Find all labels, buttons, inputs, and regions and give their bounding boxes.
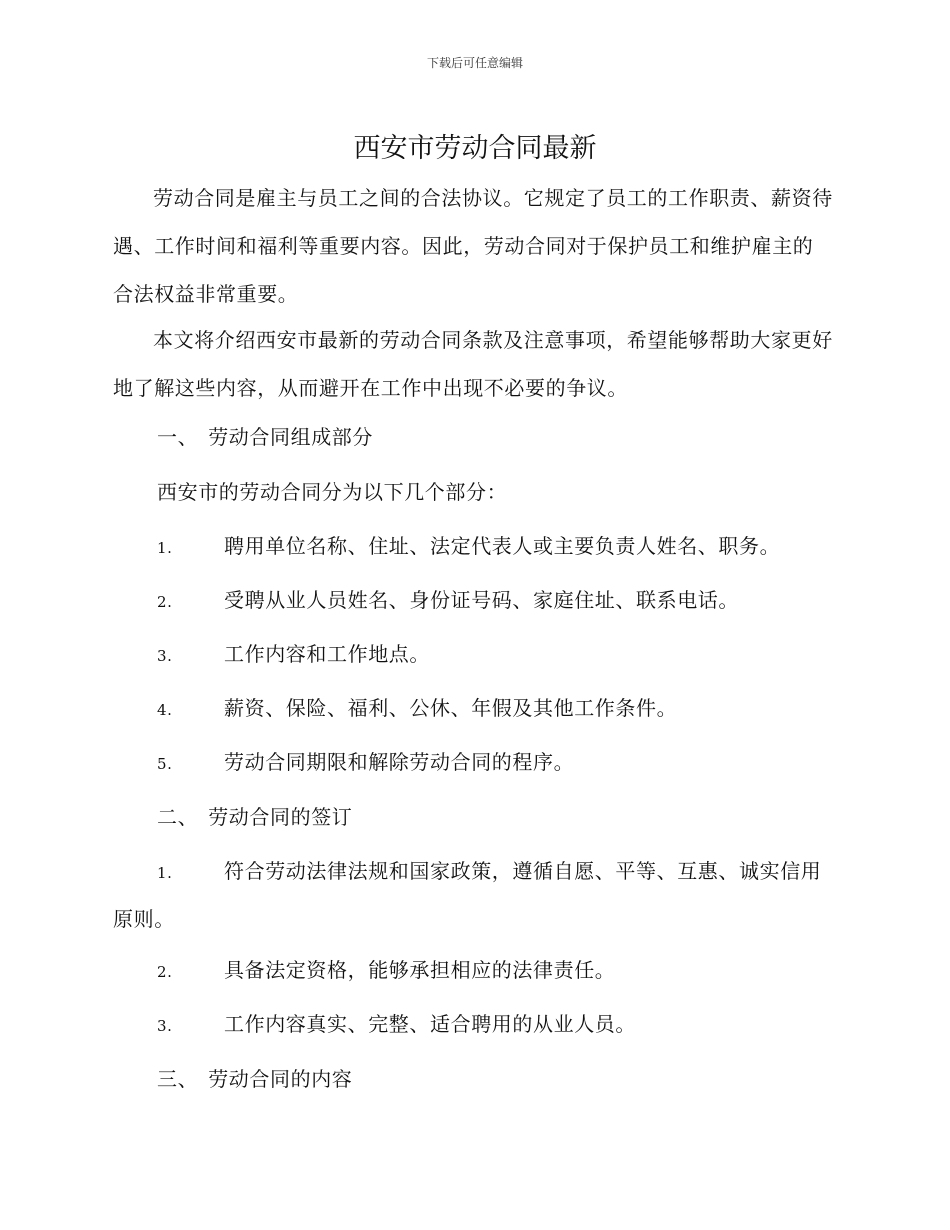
item-number: 1.: [157, 539, 173, 557]
section-3-number: 三、: [157, 1067, 199, 1091]
section-1-item: [157, 532, 837, 562]
item-number: 2.: [157, 593, 173, 611]
section-1-item: [157, 586, 837, 616]
item-number: 2.: [157, 963, 173, 981]
item-text: 薪资、保险、福利、公休、年假及其他工作条件。: [224, 696, 678, 720]
section-3-title: 劳动合同的内容: [208, 1067, 353, 1091]
document-title: 西安市劳动合同最新: [353, 133, 597, 164]
section-2-heading: [157, 803, 352, 831]
section-2-number: 二、: [157, 805, 199, 829]
section-2-item: [113, 848, 833, 942]
item-text: 聘用单位名称、住址、法定代表人或主要负责人姓名、职务。: [224, 534, 781, 558]
item-text: 符合劳动法律法规和国家政策，遵循自愿、平等、互惠、诚实信用原则。: [113, 859, 822, 931]
item-number: 3.: [157, 1017, 173, 1035]
section-1-lead: 西安市的劳动合同分为以下几个部分：: [157, 480, 508, 504]
item-text: 工作内容真实、完整、适合聘用的从业人员。: [224, 1012, 636, 1036]
section-3-heading: [157, 1065, 352, 1093]
item-text: 工作内容和工作地点。: [224, 642, 430, 666]
item-text: 劳动合同期限和解除劳动合同的程序。: [224, 750, 575, 774]
section-2-item: [157, 1010, 837, 1040]
item-number: 3.: [157, 647, 173, 665]
intro-paragraph-1: 劳动合同是雇主与员工之间的合法协议。它规定了员工的工作职责、薪资待遇、工作时间和福利等重要内容。因此，劳动合同对于保护员工和维护雇主的合法权益非常重要。: [113, 186, 833, 306]
header-note: 下载后可任意编辑: [426, 56, 523, 70]
section-1-item: [157, 748, 837, 778]
item-number: 5.: [157, 755, 173, 773]
intro-paragraph-2: 本文将介绍西安市最新的劳动合同条款及注意事项，希望能够帮助大家更好地了解这些内容，从而避开在工作中出现不必要的争议。: [113, 328, 833, 400]
section-1-item: [157, 694, 837, 724]
section-1-title: 劳动合同组成部分: [208, 425, 374, 449]
section-1-number: 一、: [157, 425, 199, 449]
item-number: 4.: [157, 701, 173, 719]
item-number: 1.: [157, 864, 173, 882]
section-1-heading: [157, 423, 373, 451]
section-1-item: [157, 640, 837, 670]
item-text: 受聘从业人员姓名、身份证号码、家庭住址、联系电话。: [224, 588, 739, 612]
item-text: 具备法定资格，能够承担相应的法律责任。: [224, 958, 616, 982]
section-2-title: 劳动合同的签订: [208, 805, 353, 829]
section-2-item: [157, 956, 837, 986]
